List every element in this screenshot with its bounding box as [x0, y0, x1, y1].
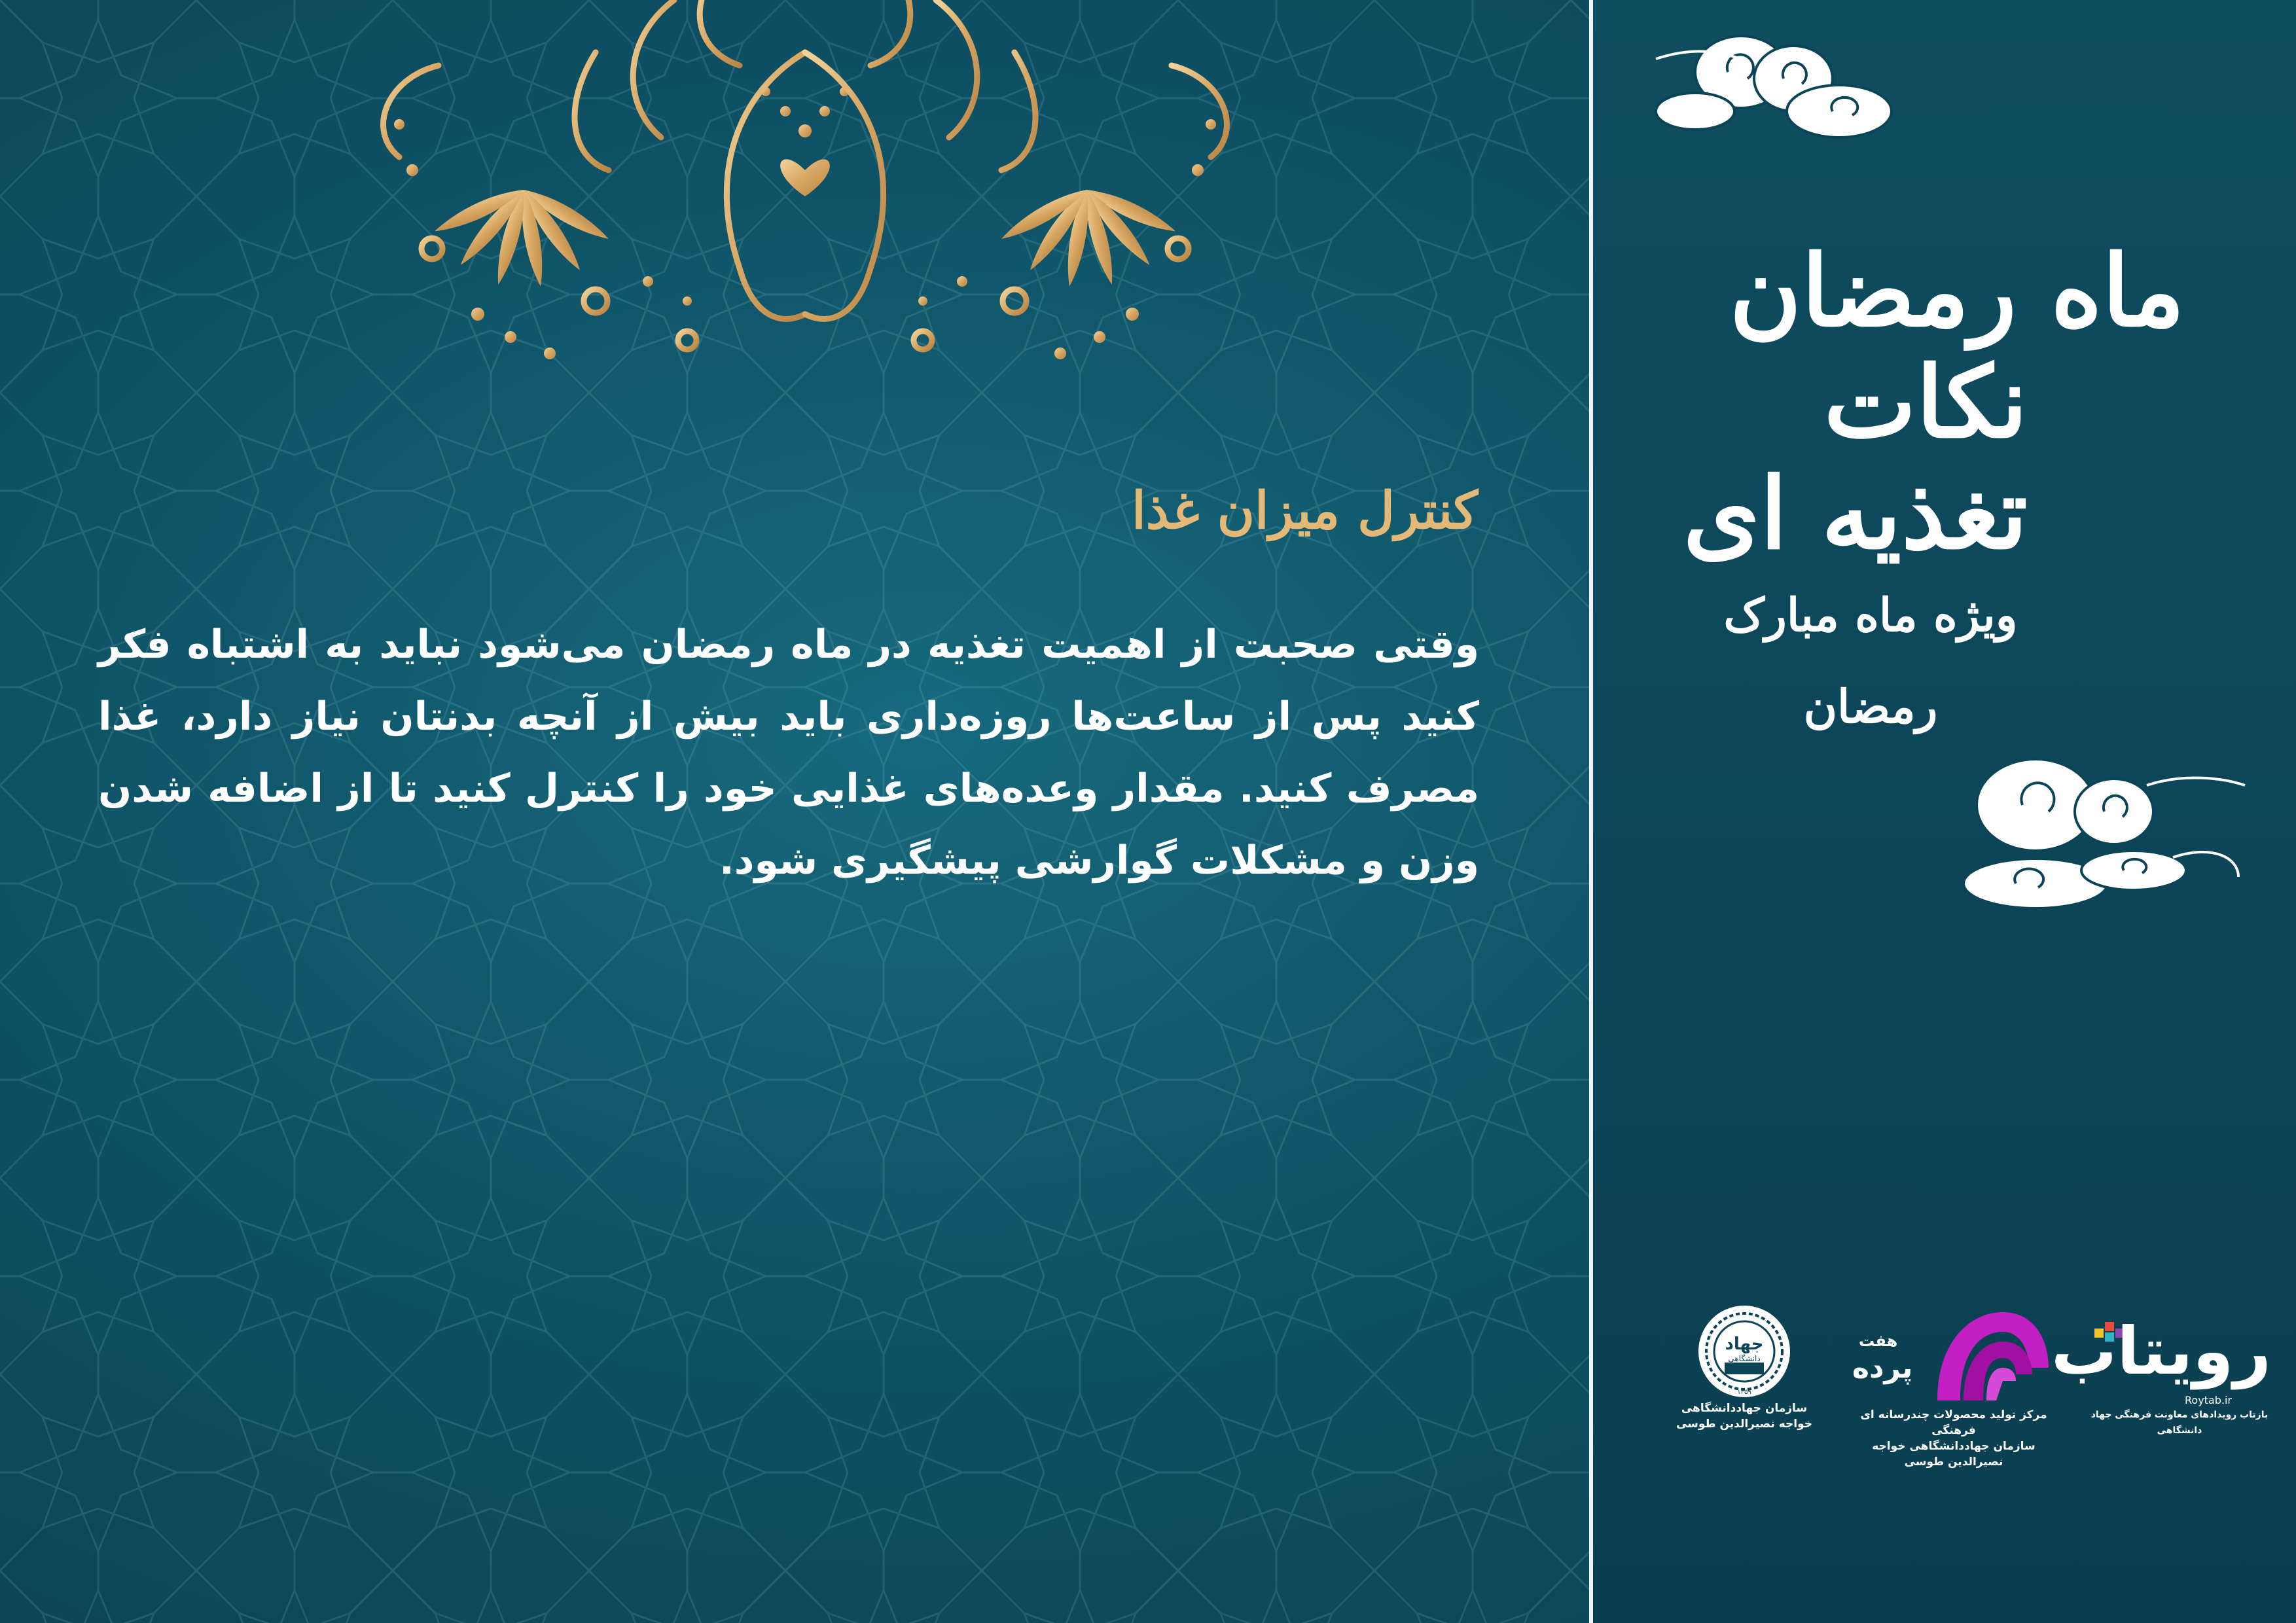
subtitle-line-1: ویژه ماه مبارک [1723, 588, 2018, 642]
body-paragraph: وقتی صحبت از اهمیت تغذیه در ماه رمضان می‌شود نباید به اشتباه فکر کنید پس از ساعت‌ها روزه‌داری باید بیش از آنچه بدنتان نیاز دارد، غذا مصرف کنید. مقدار وعده‌های غذایی خود را کنترل کنید تا از اضافه شدن وزن و مشکلات گوارشی پیشگیری شود. [98, 622, 1479, 883]
jahad-emblem-text: جهاد [1725, 1334, 1764, 1354]
haftparde-caption-2: سازمان جهاددانشگاهی خواجه نصیرالدین طوسی [1872, 1440, 2036, 1469]
title-line-2: نکات تغذیه ای [1683, 345, 2028, 571]
jahad-year: ۱۳۵۹ [1737, 1389, 1751, 1396]
poster-title [1609, 234, 2198, 571]
haftparde-name-big: پرده [1852, 1351, 1913, 1385]
roytab-logo [2051, 1302, 2271, 1438]
jahad-emblem-icon [1695, 1302, 1793, 1400]
sponsor-logos [1662, 1302, 2271, 1486]
cloud-ornament-bottom [1950, 746, 2251, 916]
poster-subtitle [1641, 569, 2100, 753]
jahad-caption-2: خواجه نصیرالدین طوسی [1676, 1418, 1813, 1431]
roytab-url: Roytab.ir [2185, 1394, 2232, 1406]
cloud-ornament-top [1643, 20, 1918, 151]
gold-mandala-ornament [281, 0, 1329, 406]
subtitle-line-2: رمضان [1803, 679, 1938, 734]
section-title: کنترل میزان غذا [1132, 481, 1478, 541]
haftparde-emblem-icon [1924, 1302, 2055, 1407]
roytab-caption: بازتاب رویدادهای معاونت فرهنگی جهاد دانشگاهی [2090, 1410, 2269, 1436]
title-line-1: ماه رمضان [1729, 234, 2185, 349]
roytab-wordmark: رویتاب [2051, 1313, 2271, 1389]
haftparde-caption-1: مرکز تولید محصولات چندرسانه ای فرهنگی [1860, 1408, 2047, 1437]
haftparde-name-small: هفت [1859, 1332, 1898, 1350]
jahad-caption-1: سازمان جهاددانشگاهی [1681, 1402, 1808, 1415]
haftparde-logo [1846, 1302, 2062, 1470]
jahad-emblem-sub: دانشگاهی [1728, 1354, 1761, 1363]
jahad-logo [1662, 1302, 1826, 1432]
